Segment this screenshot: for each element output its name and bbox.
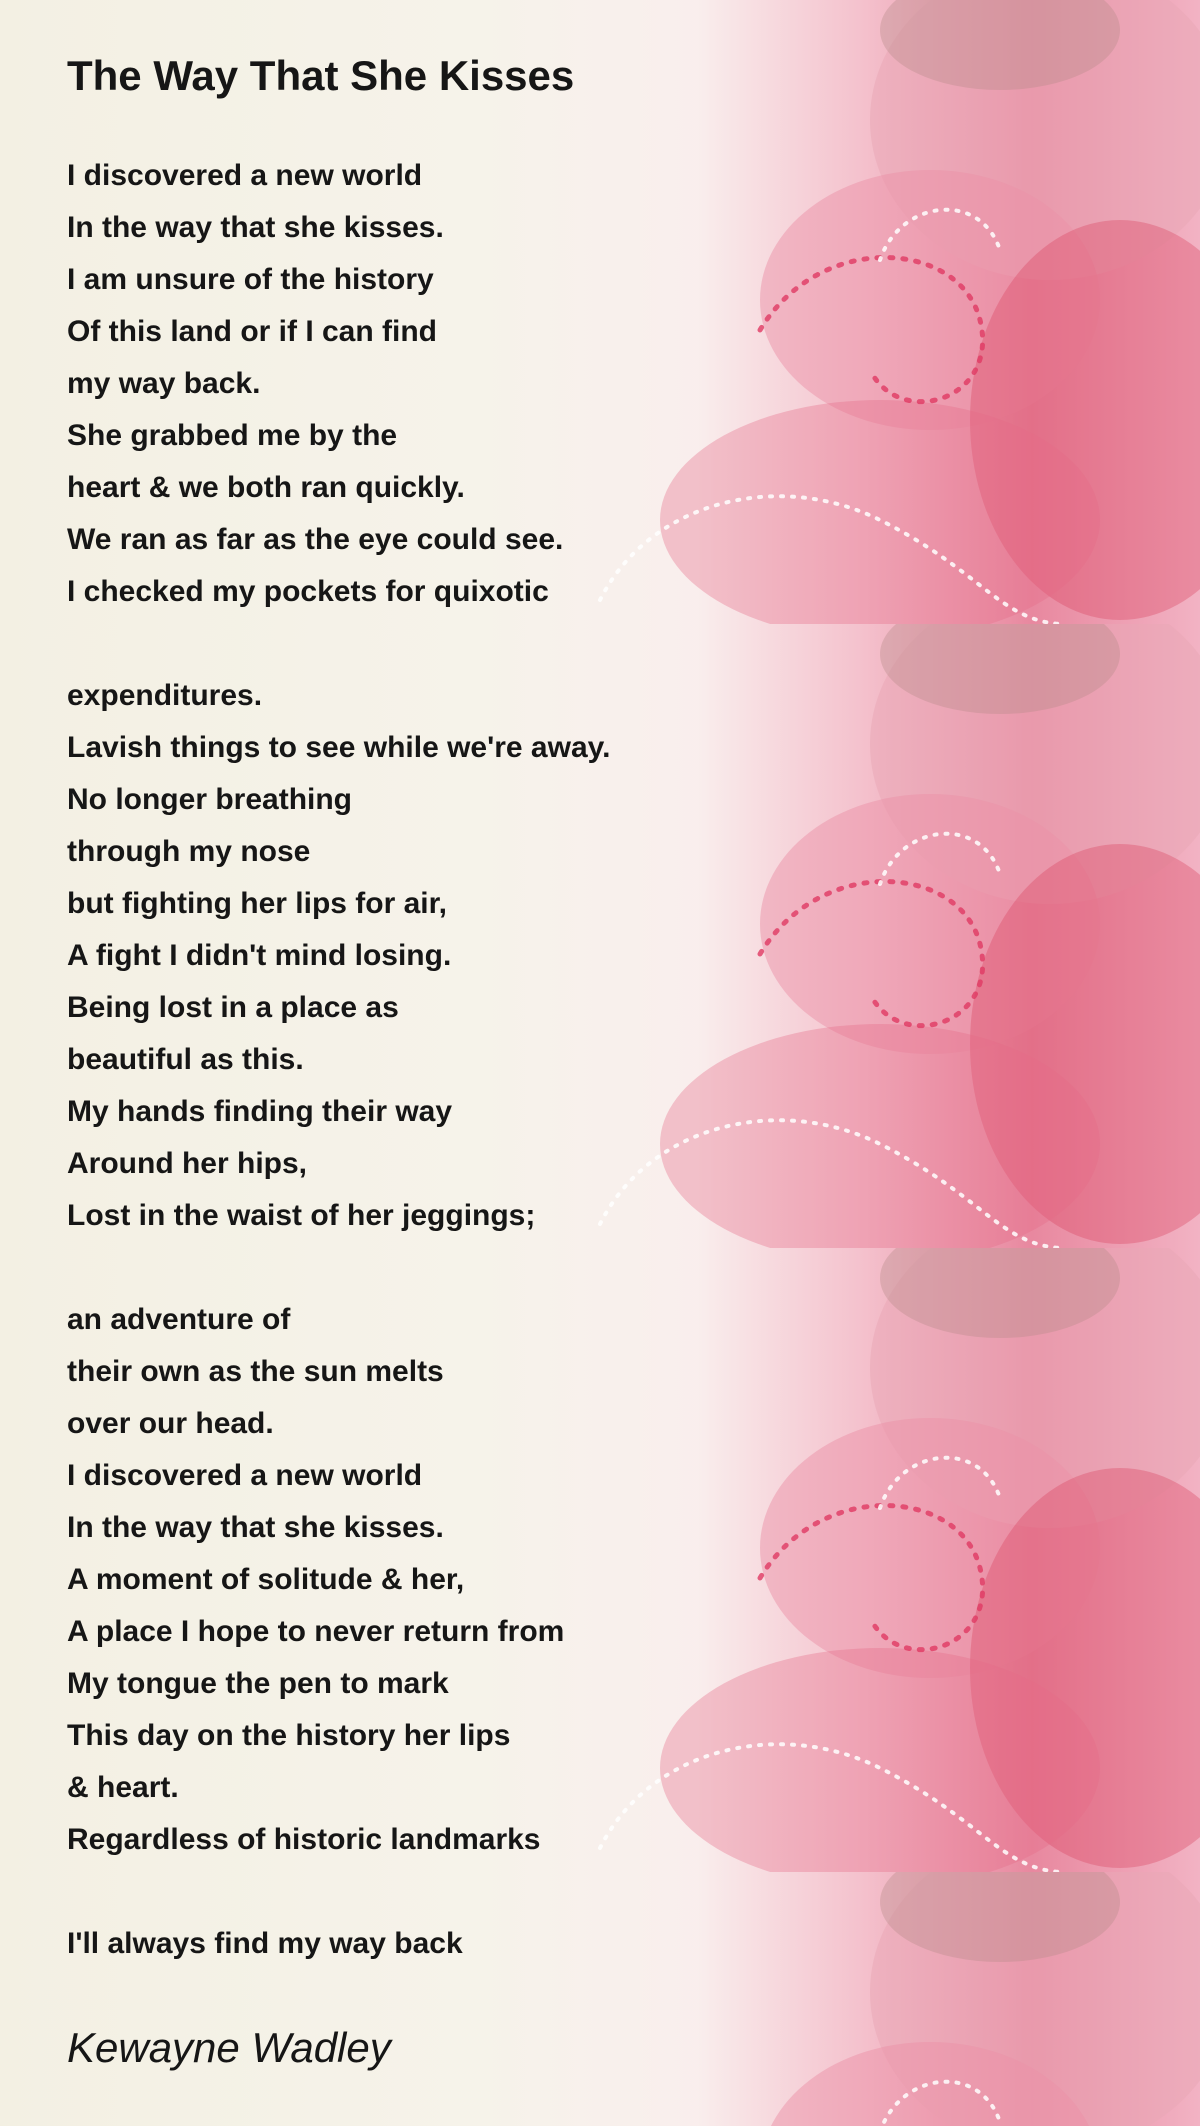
poem-line: their own as the sun melts: [67, 1355, 444, 1388]
poem-title: The Way That She Kisses: [67, 52, 575, 99]
poem-line: Lavish things to see while we're away.: [67, 731, 611, 764]
poem-line: my way back.: [67, 367, 261, 400]
poem-line: over our head.: [67, 1407, 274, 1440]
poem-line: Around her hips,: [67, 1147, 307, 1180]
poem-line: No longer breathing: [67, 783, 352, 816]
poem-line: In the way that she kisses.: [67, 1511, 444, 1544]
poem-line: through my nose: [67, 835, 311, 868]
poem-line: an adventure of: [67, 1303, 291, 1336]
poem-line: We ran as far as the eye could see.: [67, 523, 564, 556]
poem-line: heart & we both ran quickly.: [67, 471, 465, 504]
poem-line: Regardless of historic landmarks: [67, 1823, 541, 1856]
stanza-3: [67, 1294, 564, 1866]
stanza-4: [67, 1918, 463, 1970]
poem-line: In the way that she kisses.: [67, 211, 444, 244]
poem-line: expenditures.: [67, 679, 263, 712]
floral-decoration-icon: [0, 1872, 1200, 2126]
floral-background-panel: [0, 1872, 1200, 2126]
poem-line: I am unsure of the history: [67, 263, 434, 296]
poem-line: beautiful as this.: [67, 1043, 304, 1076]
poem-line: A moment of solitude & her,: [67, 1563, 465, 1596]
poem-line: A place I hope to never return from: [67, 1615, 565, 1648]
stanza-2: [67, 670, 610, 1242]
poem-line: My hands finding their way: [67, 1095, 453, 1128]
stanza-1: [67, 150, 563, 618]
poem-line: A fight I didn't mind losing.: [67, 939, 452, 972]
poem-line: Being lost in a place as: [67, 991, 399, 1024]
poem-line: I checked my pockets for quixotic: [67, 575, 549, 608]
poem-line: I'll always find my way back: [67, 1927, 463, 1960]
poem-line: I discovered a new world: [67, 159, 423, 192]
poem-line: My tongue the pen to mark: [67, 1667, 449, 1700]
poem-line: & heart.: [67, 1771, 179, 1804]
poem-line: This day on the history her lips: [67, 1719, 511, 1752]
poem-line: Of this land or if I can find: [67, 315, 438, 348]
poem-line: She grabbed me by the: [67, 419, 398, 452]
poem-line: but fighting her lips for air,: [67, 887, 447, 920]
poem-line: I discovered a new world: [67, 1459, 423, 1492]
poem-author: Kewayne Wadley: [67, 2024, 391, 2071]
poem-line: Lost in the waist of her jeggings;: [67, 1199, 536, 1232]
